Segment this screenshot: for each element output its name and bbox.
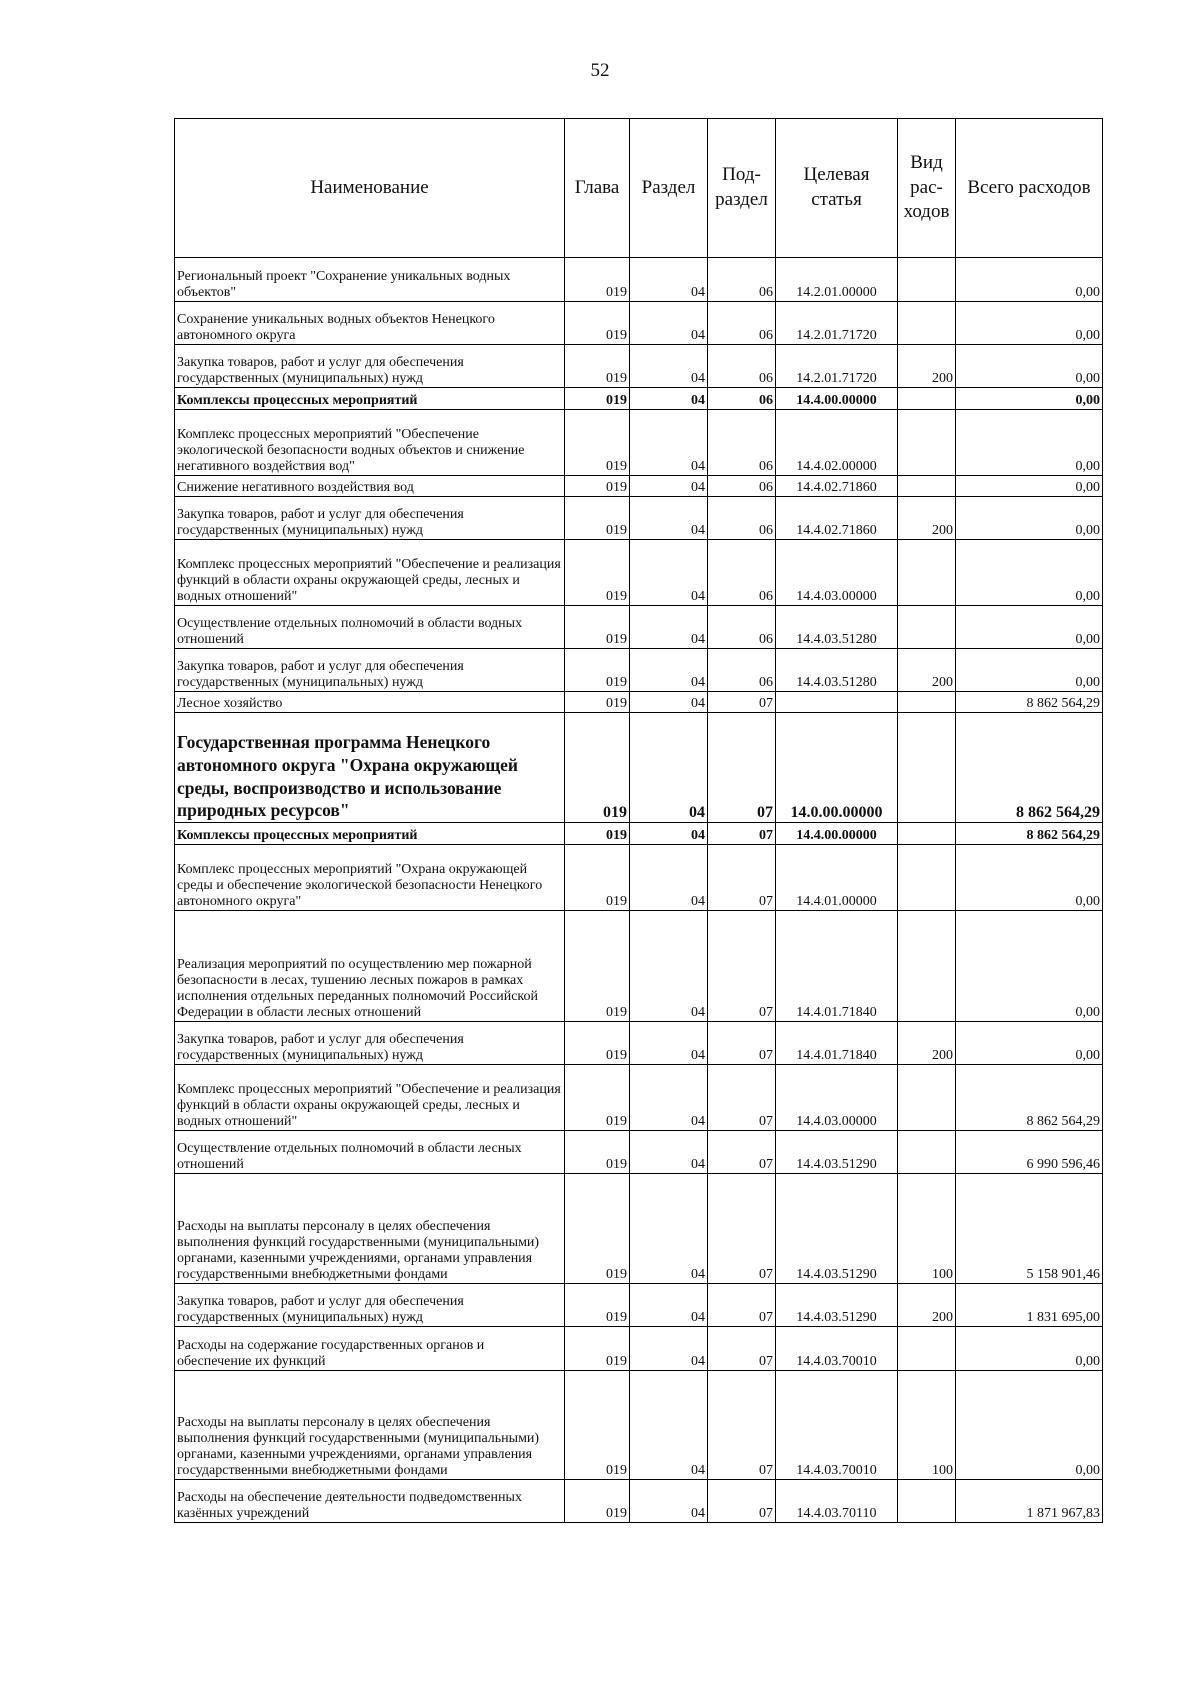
cell-podrazdel: 06 <box>708 410 776 476</box>
cell-razdel: 04 <box>630 388 708 410</box>
cell-vid-rashodov <box>898 302 956 345</box>
cell-celevaya-statya: 14.4.01.71840 <box>776 911 898 1022</box>
cell-total: 0,00 <box>956 649 1103 692</box>
table-row <box>175 410 1103 476</box>
cell-razdel: 04 <box>630 345 708 388</box>
cell-razdel: 04 <box>630 845 708 911</box>
table-row <box>175 1480 1103 1523</box>
cell-vid-rashodov: 200 <box>898 649 956 692</box>
cell-celevaya-statya: 14.4.03.51280 <box>776 606 898 649</box>
cell-celevaya-statya: 14.4.03.51290 <box>776 1174 898 1284</box>
cell-podrazdel: 07 <box>708 1174 776 1284</box>
cell-vid-rashodov <box>898 388 956 410</box>
cell-name: Расходы на выплаты персоналу в целях обеспечения выполнения функций государственными (муниципальными) органами, казенными учреждениями, органами управления государственными внебюджетными фондами <box>175 1371 565 1480</box>
cell-total: 0,00 <box>956 606 1103 649</box>
cell-podrazdel: 06 <box>708 388 776 410</box>
cell-podrazdel: 06 <box>708 345 776 388</box>
table-row <box>175 823 1103 845</box>
budget-table <box>174 118 1103 1523</box>
table-row <box>175 497 1103 540</box>
cell-glava: 019 <box>565 497 630 540</box>
cell-vid-rashodov: 100 <box>898 1174 956 1284</box>
cell-vid-rashodov <box>898 1131 956 1174</box>
cell-podrazdel: 07 <box>708 692 776 713</box>
cell-celevaya-statya: 14.4.01.00000 <box>776 845 898 911</box>
cell-name: Снижение негативного воздействия вод <box>175 476 565 497</box>
cell-podrazdel: 07 <box>708 1022 776 1065</box>
header-name: Наименование <box>175 119 565 258</box>
cell-celevaya-statya: 14.4.02.71860 <box>776 476 898 497</box>
cell-glava: 019 <box>565 823 630 845</box>
cell-glava: 019 <box>565 1131 630 1174</box>
cell-vid-rashodov: 200 <box>898 345 956 388</box>
cell-glava: 019 <box>565 606 630 649</box>
table-row <box>175 540 1103 606</box>
cell-vid-rashodov: 200 <box>898 497 956 540</box>
cell-total: 8 862 564,29 <box>956 823 1103 845</box>
cell-razdel: 04 <box>630 1065 708 1131</box>
cell-glava: 019 <box>565 1022 630 1065</box>
header-razdel: Раздел <box>630 119 708 258</box>
cell-vid-rashodov <box>898 1065 956 1131</box>
cell-glava: 019 <box>565 1327 630 1371</box>
cell-razdel: 04 <box>630 1327 708 1371</box>
table-row <box>175 1174 1103 1284</box>
cell-celevaya-statya: 14.4.03.00000 <box>776 1065 898 1131</box>
cell-glava: 019 <box>565 1371 630 1480</box>
cell-razdel: 04 <box>630 476 708 497</box>
cell-name: Закупка товаров, работ и услуг для обеспечения государственных (муниципальных) нужд <box>175 649 565 692</box>
cell-vid-rashodov <box>898 606 956 649</box>
cell-celevaya-statya: 14.4.01.71840 <box>776 1022 898 1065</box>
cell-total: 0,00 <box>956 1371 1103 1480</box>
cell-name: Комплексы процессных мероприятий <box>175 823 565 845</box>
cell-name: Государственная программа Ненецкого автономного округа "Охрана окружающей среды, воспроизводство и использование природных ресурсов" <box>175 713 565 823</box>
cell-glava: 019 <box>565 302 630 345</box>
cell-glava: 019 <box>565 649 630 692</box>
table-row <box>175 1284 1103 1327</box>
cell-vid-rashodov: 200 <box>898 1284 956 1327</box>
cell-glava: 019 <box>565 345 630 388</box>
page-number: 52 <box>590 60 610 81</box>
cell-podrazdel: 07 <box>708 823 776 845</box>
cell-podrazdel: 06 <box>708 649 776 692</box>
cell-glava: 019 <box>565 845 630 911</box>
table-row <box>175 1022 1103 1065</box>
cell-razdel: 04 <box>630 1022 708 1065</box>
table-row <box>175 692 1103 713</box>
cell-glava: 019 <box>565 258 630 302</box>
table-row <box>175 345 1103 388</box>
header-podrazdel: Под-раздел <box>708 119 776 258</box>
cell-glava: 019 <box>565 1284 630 1327</box>
header-celevaya-statya: Целевая статья <box>776 119 898 258</box>
table-row <box>175 713 1103 823</box>
cell-name: Лесное хозяйство <box>175 692 565 713</box>
cell-razdel: 04 <box>630 497 708 540</box>
cell-podrazdel: 07 <box>708 1327 776 1371</box>
cell-celevaya-statya: 14.2.01.71720 <box>776 302 898 345</box>
cell-vid-rashodov <box>898 692 956 713</box>
cell-podrazdel: 06 <box>708 302 776 345</box>
cell-glava: 019 <box>565 388 630 410</box>
cell-name: Осуществление отдельных полномочий в области лесных отношений <box>175 1131 565 1174</box>
cell-vid-rashodov <box>898 1327 956 1371</box>
cell-razdel: 04 <box>630 1284 708 1327</box>
cell-razdel: 04 <box>630 911 708 1022</box>
table-row <box>175 302 1103 345</box>
cell-total: 5 158 901,46 <box>956 1174 1103 1284</box>
cell-podrazdel: 07 <box>708 1284 776 1327</box>
cell-podrazdel: 06 <box>708 258 776 302</box>
cell-glava: 019 <box>565 911 630 1022</box>
cell-celevaya-statya: 14.2.01.71720 <box>776 345 898 388</box>
cell-total: 8 862 564,29 <box>956 1065 1103 1131</box>
cell-razdel: 04 <box>630 649 708 692</box>
cell-name: Закупка товаров, работ и услуг для обеспечения государственных (муниципальных) нужд <box>175 497 565 540</box>
cell-total: 8 862 564,29 <box>956 713 1103 823</box>
cell-name: Закупка товаров, работ и услуг для обеспечения государственных (муниципальных) нужд <box>175 345 565 388</box>
cell-vid-rashodov <box>898 911 956 1022</box>
table-row <box>175 258 1103 302</box>
cell-celevaya-statya: 14.4.00.00000 <box>776 823 898 845</box>
cell-glava: 019 <box>565 1480 630 1523</box>
cell-vid-rashodov: 100 <box>898 1371 956 1480</box>
cell-celevaya-statya: 14.4.02.71860 <box>776 497 898 540</box>
cell-podrazdel: 07 <box>708 1131 776 1174</box>
cell-razdel: 04 <box>630 410 708 476</box>
cell-total: 1 871 967,83 <box>956 1480 1103 1523</box>
cell-celevaya-statya: 14.4.03.00000 <box>776 540 898 606</box>
cell-podrazdel: 07 <box>708 1371 776 1480</box>
cell-razdel: 04 <box>630 606 708 649</box>
cell-total: 0,00 <box>956 845 1103 911</box>
table-row <box>175 1327 1103 1371</box>
table-row <box>175 476 1103 497</box>
cell-total: 0,00 <box>956 410 1103 476</box>
cell-podrazdel: 06 <box>708 540 776 606</box>
cell-razdel: 04 <box>630 713 708 823</box>
cell-podrazdel: 07 <box>708 845 776 911</box>
cell-name: Региональный проект "Сохранение уникальных водных объектов" <box>175 258 565 302</box>
cell-razdel: 04 <box>630 692 708 713</box>
cell-name: Осуществление отдельных полномочий в области водных отношений <box>175 606 565 649</box>
cell-total: 0,00 <box>956 388 1103 410</box>
cell-name: Закупка товаров, работ и услуг для обеспечения государственных (муниципальных) нужд <box>175 1284 565 1327</box>
cell-podrazdel: 07 <box>708 911 776 1022</box>
cell-name: Комплекс процессных мероприятий "Охрана окружающей среды и обеспечение экологической безопасности Ненецкого автономного округа" <box>175 845 565 911</box>
cell-razdel: 04 <box>630 1174 708 1284</box>
cell-celevaya-statya: 14.4.02.00000 <box>776 410 898 476</box>
cell-razdel: 04 <box>630 1480 708 1523</box>
cell-name: Реализация мероприятий по осуществлению мер пожарной безопасности в лесах, тушению лесных пожаров в рамках исполнения отдельных переданных полномочий Российской Федерации в области лесных отношений <box>175 911 565 1022</box>
cell-vid-rashodov: 200 <box>898 1022 956 1065</box>
table-row <box>175 911 1103 1022</box>
cell-name: Сохранение уникальных водных объектов Ненецкого автономного округа <box>175 302 565 345</box>
cell-razdel: 04 <box>630 258 708 302</box>
table-row <box>175 606 1103 649</box>
cell-podrazdel: 06 <box>708 476 776 497</box>
cell-glava: 019 <box>565 713 630 823</box>
cell-glava: 019 <box>565 410 630 476</box>
cell-celevaya-statya <box>776 692 898 713</box>
cell-vid-rashodov <box>898 845 956 911</box>
cell-razdel: 04 <box>630 302 708 345</box>
cell-name: Комплексы процессных мероприятий <box>175 388 565 410</box>
cell-total: 8 862 564,29 <box>956 692 1103 713</box>
cell-total: 0,00 <box>956 911 1103 1022</box>
header-total: Всего расходов <box>956 119 1103 258</box>
cell-total: 0,00 <box>956 345 1103 388</box>
cell-name: Комплекс процессных мероприятий "Обеспечение и реализация функций в области охраны окружающей среды, лесных и водных отношений" <box>175 1065 565 1131</box>
cell-name: Расходы на выплаты персоналу в целях обеспечения выполнения функций государственными (муниципальными) органами, казенными учреждениями, органами управления государственными внебюджетными фондами <box>175 1174 565 1284</box>
cell-vid-rashodov <box>898 410 956 476</box>
cell-vid-rashodov <box>898 258 956 302</box>
table-row <box>175 388 1103 410</box>
cell-total: 0,00 <box>956 540 1103 606</box>
table-row <box>175 1371 1103 1480</box>
table-row <box>175 649 1103 692</box>
cell-celevaya-statya: 14.4.03.51290 <box>776 1131 898 1174</box>
cell-vid-rashodov <box>898 1480 956 1523</box>
cell-vid-rashodov <box>898 823 956 845</box>
cell-celevaya-statya: 14.4.03.51290 <box>776 1284 898 1327</box>
cell-vid-rashodov <box>898 713 956 823</box>
cell-podrazdel: 07 <box>708 1480 776 1523</box>
cell-total: 0,00 <box>956 1327 1103 1371</box>
cell-glava: 019 <box>565 540 630 606</box>
cell-total: 0,00 <box>956 258 1103 302</box>
header-glava: Глава <box>565 119 630 258</box>
table-row <box>175 1131 1103 1174</box>
cell-podrazdel: 06 <box>708 606 776 649</box>
cell-total: 0,00 <box>956 1022 1103 1065</box>
table-header-row <box>175 119 1103 258</box>
cell-total: 0,00 <box>956 302 1103 345</box>
table-row <box>175 1065 1103 1131</box>
cell-total: 0,00 <box>956 476 1103 497</box>
table-row <box>175 845 1103 911</box>
cell-podrazdel: 07 <box>708 1065 776 1131</box>
cell-razdel: 04 <box>630 1131 708 1174</box>
cell-podrazdel: 06 <box>708 497 776 540</box>
cell-name: Комплекс процессных мероприятий "Обеспечение экологической безопасности водных объектов и снижение негативного воздействия вод" <box>175 410 565 476</box>
cell-glava: 019 <box>565 476 630 497</box>
header-vid-rashodov: Вид рас-ходов <box>898 119 956 258</box>
cell-total: 1 831 695,00 <box>956 1284 1103 1327</box>
cell-podrazdel: 07 <box>708 713 776 823</box>
cell-celevaya-statya: 14.4.03.51280 <box>776 649 898 692</box>
cell-celevaya-statya: 14.4.03.70110 <box>776 1480 898 1523</box>
cell-name: Комплекс процессных мероприятий "Обеспечение и реализация функций в области охраны окружающей среды, лесных и водных отношений" <box>175 540 565 606</box>
cell-celevaya-statya: 14.0.00.00000 <box>776 713 898 823</box>
cell-total: 0,00 <box>956 497 1103 540</box>
cell-total: 6 990 596,46 <box>956 1131 1103 1174</box>
cell-razdel: 04 <box>630 823 708 845</box>
cell-razdel: 04 <box>630 1371 708 1480</box>
cell-name: Расходы на обеспечение деятельности подведомственных казённых учреждений <box>175 1480 565 1523</box>
cell-celevaya-statya: 14.4.00.00000 <box>776 388 898 410</box>
cell-glava: 019 <box>565 692 630 713</box>
cell-name: Расходы на содержание государственных органов и обеспечение их функций <box>175 1327 565 1371</box>
cell-vid-rashodov <box>898 476 956 497</box>
cell-razdel: 04 <box>630 540 708 606</box>
cell-vid-rashodov <box>898 540 956 606</box>
cell-celevaya-statya: 14.2.01.00000 <box>776 258 898 302</box>
cell-celevaya-statya: 14.4.03.70010 <box>776 1327 898 1371</box>
cell-glava: 019 <box>565 1065 630 1131</box>
cell-name: Закупка товаров, работ и услуг для обеспечения государственных (муниципальных) нужд <box>175 1022 565 1065</box>
cell-glava: 019 <box>565 1174 630 1284</box>
cell-celevaya-statya: 14.4.03.70010 <box>776 1371 898 1480</box>
